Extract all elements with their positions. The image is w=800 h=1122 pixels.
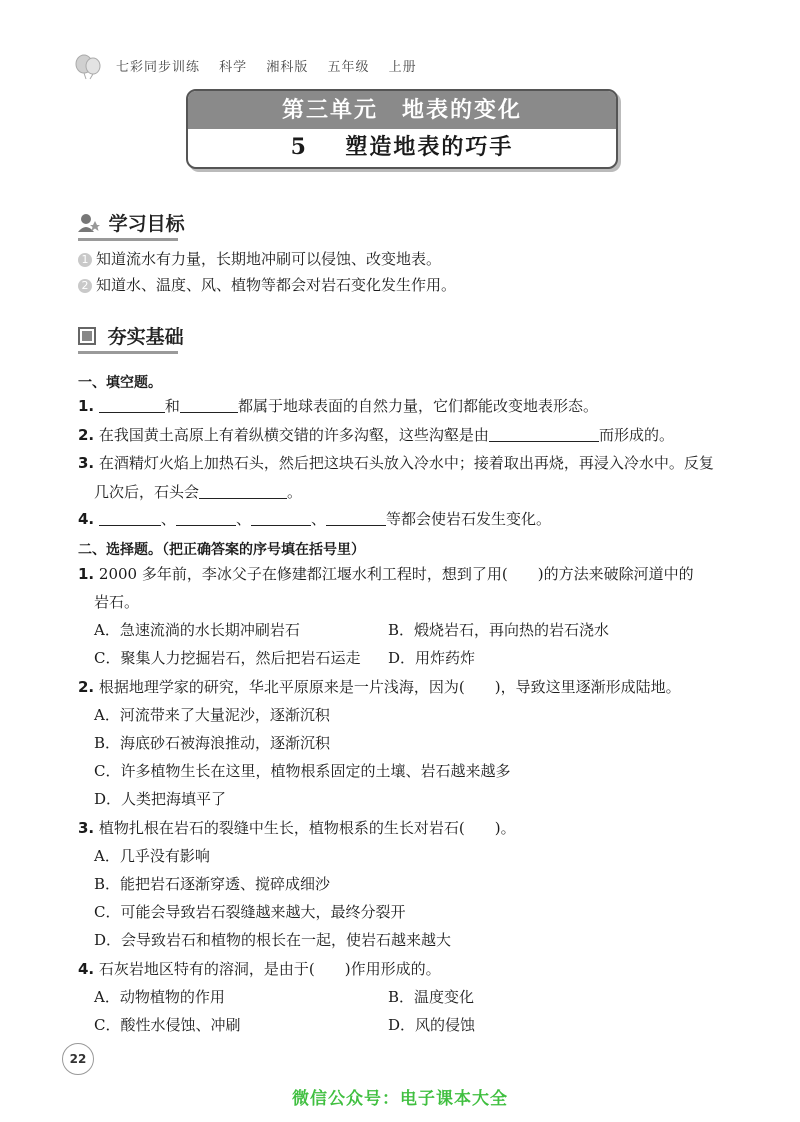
footer-watermark: 微信公众号：电子课本大全	[292, 1089, 508, 1109]
question-number: 3.	[78, 819, 95, 837]
separator: 、	[160, 510, 176, 528]
answer-blank[interactable]	[99, 398, 165, 413]
question-number: 4.	[78, 510, 95, 528]
separator: 、	[235, 510, 251, 528]
part2-title: 二、选择题。（把正确答案的序号填在括号里）	[78, 542, 365, 558]
goals-heading-text: 学习目标	[108, 213, 185, 235]
question-text: 根据地理学家的研究，华北平原原来是一片浅海，因为( )，导致这里逐渐形成陆地。	[98, 678, 681, 696]
goal-item	[78, 278, 456, 293]
separator: 、	[310, 510, 326, 528]
question-text: 植物扎根在岩石的裂缝中生长，植物根系的生长对岩石( )。	[98, 819, 516, 837]
option-a[interactable]: A．动物植物的作用	[94, 988, 225, 1006]
option-d[interactable]: D．风的侵蚀	[388, 1016, 476, 1034]
question-text-line2: 岩石。	[94, 593, 140, 611]
page-number: 22	[62, 1043, 94, 1075]
goal-number: 2	[78, 279, 92, 293]
header-volume: 上册	[388, 60, 417, 75]
option-c[interactable]: C．可能会导致岩石裂缝越来越大，最终分裂开	[94, 903, 406, 921]
question-text: 2000 多年前，李冰父子在修建都江堰水利工程时，想到了用( )的方法来破除河道中的	[98, 565, 694, 583]
question-text: 都属于地球表面的自然力量，它们都能改变地表形态。	[237, 397, 598, 415]
choice-question-4	[78, 962, 441, 977]
option-c[interactable]: C．酸性水侵蚀、冲刷	[94, 1016, 241, 1034]
heading-underline	[78, 238, 178, 241]
option-b[interactable]: B．能把岩石逐渐穿透、搅碎成细沙	[94, 875, 331, 893]
basics-heading	[78, 322, 184, 349]
fill-question-3-line2	[94, 484, 302, 500]
choice-question-2	[78, 680, 681, 695]
option-c[interactable]: C．许多植物生长在这里，植物根系固定的土壤、岩石越来越多	[94, 762, 511, 780]
part1-title: 一、填空题。	[78, 375, 162, 391]
goals-heading	[78, 209, 185, 236]
question-text: 几次后，石头会	[94, 483, 200, 501]
answer-blank[interactable]	[176, 511, 236, 526]
header-series: 七彩同步训练	[116, 60, 201, 75]
question-text: 在酒精灯火焰上加热石头，然后把这块石头放入冷水中；接着取出再烧，再浸入冷水中。反复	[98, 454, 714, 472]
fill-question-2	[78, 427, 674, 443]
choice-question-1	[78, 567, 694, 582]
basics-heading-text: 夯实基础	[107, 326, 184, 348]
unit-title: 第三单元 地表的变化	[188, 91, 616, 129]
heading-underline	[78, 351, 178, 354]
student-icon	[78, 213, 100, 233]
balloon-logo-icon	[74, 54, 102, 80]
goal-number: 1	[78, 253, 92, 267]
header-grade: 五年级	[327, 60, 370, 75]
option-b[interactable]: B．煅烧岩石，再向热的岩石浇水	[388, 621, 610, 639]
option-d[interactable]: D．会导致岩石和植物的根长在一起，使岩石越来越大	[94, 931, 452, 949]
fill-question-4	[78, 511, 551, 527]
question-number: 2.	[78, 678, 95, 696]
answer-blank[interactable]	[199, 484, 287, 499]
question-text: 在我国黄土高原上有着纵横交错的许多沟壑，这些沟壑是由	[98, 426, 489, 444]
question-number: 2.	[78, 426, 95, 444]
answer-blank[interactable]	[489, 427, 599, 442]
option-d[interactable]: D．用炸药炸	[388, 649, 476, 667]
option-a[interactable]: A．河流带来了大量泥沙，逐渐沉积	[94, 706, 330, 724]
goal-text: 知道流水有力量，长期地冲刷可以侵蚀、改变地表。	[96, 250, 442, 268]
question-text: 而形成的。	[598, 426, 674, 444]
book-icon	[78, 326, 98, 346]
lesson-number: 5	[290, 134, 308, 160]
option-b[interactable]: B．温度变化	[388, 988, 475, 1006]
answer-blank[interactable]	[180, 398, 238, 413]
header-subject: 科学	[219, 60, 248, 75]
option-b[interactable]: B．海底砂石被海浪推动，逐渐沉积	[94, 734, 331, 752]
lesson-title	[188, 129, 616, 167]
question-number: 4.	[78, 960, 95, 978]
answer-blank[interactable]	[99, 511, 161, 526]
question-number: 3.	[78, 454, 95, 472]
lesson-name: 塑造地表的巧手	[345, 134, 514, 160]
fill-question-3	[78, 456, 714, 471]
option-a[interactable]: A．几乎没有影响	[94, 847, 210, 865]
goal-item	[78, 252, 441, 267]
question-number: 1.	[78, 565, 95, 583]
choice-question-3	[78, 821, 516, 836]
option-c[interactable]: C．聚集人力挖掘岩石，然后把岩石运走	[94, 649, 361, 667]
fill-question-1	[78, 398, 598, 414]
question-text: 和	[164, 397, 180, 415]
answer-blank[interactable]	[326, 511, 386, 526]
option-a[interactable]: A．急速流淌的水长期冲刷岩石	[94, 621, 300, 639]
question-text: 。	[287, 483, 303, 501]
header-edition: 湘科版	[266, 60, 309, 75]
title-box	[186, 89, 618, 169]
answer-blank[interactable]	[251, 511, 311, 526]
question-text: 等都会使岩石发生变化。	[385, 510, 551, 528]
goal-text: 知道水、温度、风、植物等都会对岩石变化发生作用。	[96, 276, 457, 294]
question-number: 1.	[78, 397, 95, 415]
question-text: 石灰岩地区特有的溶洞，是由于( )作用形成的。	[98, 960, 441, 978]
book-header	[116, 56, 431, 75]
option-d[interactable]: D．人类把海填平了	[94, 790, 227, 808]
